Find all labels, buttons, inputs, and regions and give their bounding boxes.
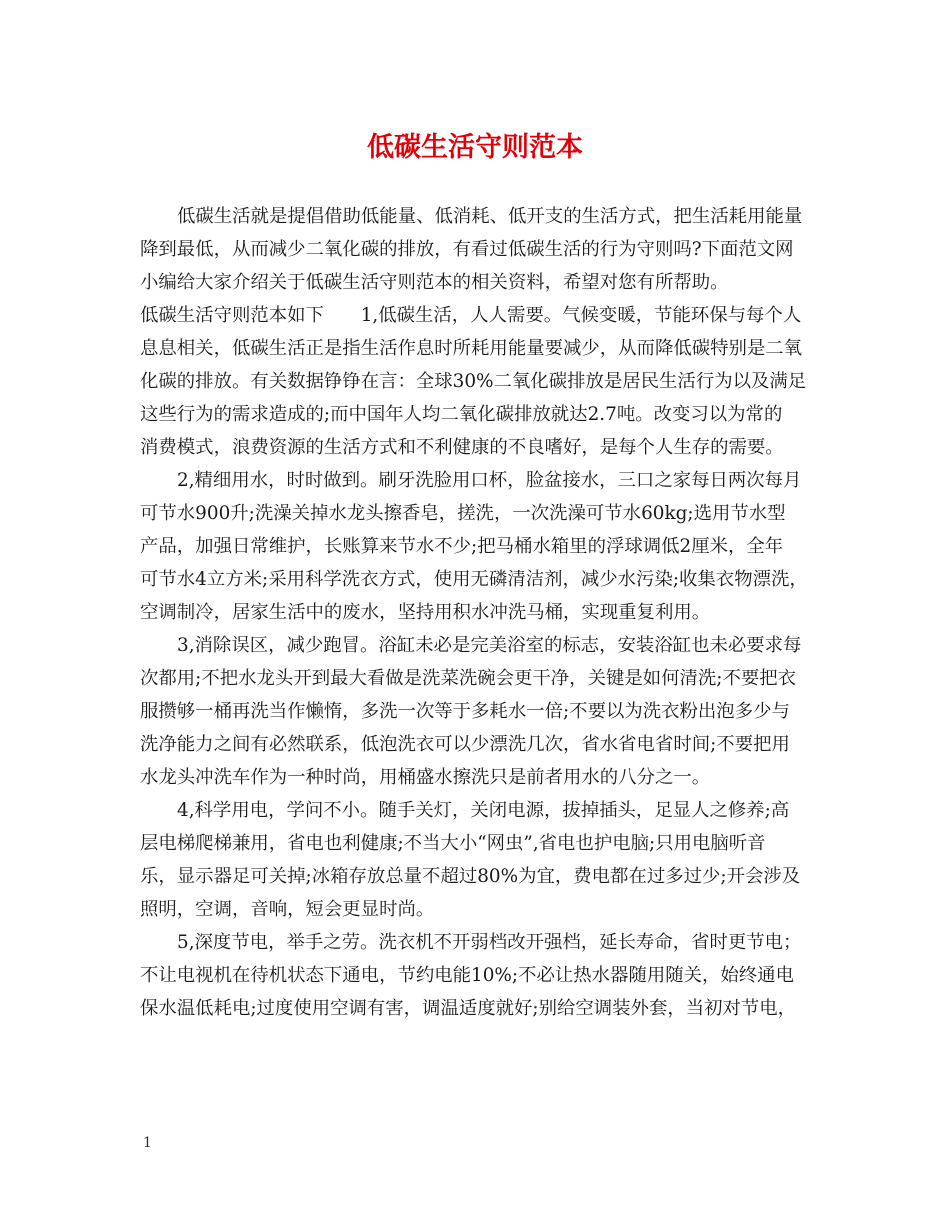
text-line: 小编给大家介绍关于低碳生活守则范本的相关资料，希望对您有所帮助。 (140, 272, 729, 293)
text-line: 洗净能力之间有必然联系，低泡洗衣可以少漂洗几次，省水省电省时间;不要把用 (140, 734, 790, 755)
text-line: 这些行为的需求造成的;而中国年人均二氧化碳排放就达2.7吨。改变习以为常的 (140, 404, 783, 425)
text-line: 低碳生活守则范本如下 1,低碳生活，人人需要。气候变暖，节能环保与每个人 (140, 305, 802, 326)
text-line: 次都用;不把水龙头开到最大看做是洗菜洗碗会更干净，关键是如何清洗;不要把衣 (140, 668, 797, 689)
text-line: 降到最低，从而减少二氧化碳的排放，有看过低碳生活的行为守则吗?下面范文网 (140, 239, 794, 260)
text-line: 化碳的排放。有关数据铮铮在言：全球30%二氧化碳排放是居民生活行为以及满足 (140, 371, 807, 392)
text-line: 不让电视机在待机状态下通电，节约电能10%;不必让热水器随用随关，始终通电 (140, 965, 794, 986)
text-line: 消费模式，浪费资源的生活方式和不利健康的不良嗜好，是每个人生存的需要。 (140, 437, 784, 458)
text-line: 空调制冷，居家生活中的废水，坚持用积水冲洗马桶，实现重复利用。 (140, 602, 711, 623)
text-line: 2,精细用水，时时做到。刷牙洗脸用口杯，脸盆接水，三口之家每日两次每月 (177, 470, 802, 491)
page-title: 低碳生活守则范本 (367, 132, 583, 163)
text-line: 服攒够一桶再洗当作懒惰，多洗一次等于多耗水一倍;不要以为洗衣粉出泡多少与 (140, 701, 790, 722)
text-line: 3,消除误区，减少跑冒。浴缸未必是完美浴室的标志，安装浴缸也未必要求每 (177, 635, 802, 656)
text-line: 水龙头冲洗车作为一种时尚，用桶盛水擦洗只是前者用水的八分之一。 (140, 767, 711, 788)
text-line: 息息相关，低碳生活正是指生活作息时所耗用能量要减少，从而降低碳特别是二氧 (140, 338, 803, 359)
text-line: 4,科学用电，学问不小。随手关灯，关闭电源，拔掉插头，足显人之修养;高 (177, 800, 790, 821)
text-line: 5,深度节电，举手之劳。洗衣机不开弱档改开强档，延长寿命，省时更节电； (177, 932, 802, 953)
text-line: 可节水4立方米;采用科学洗衣方式，使用无磷清洁剂，减少水污染;收集衣物漂洗， (140, 569, 808, 590)
page-number: 1 (143, 1135, 152, 1151)
text-line: 照明，空调，音响，短会更显时尚。 (140, 899, 435, 920)
text-line: 可节水900升;洗澡关掉水龙头擦香皂，搓洗，一次洗澡可节水60kg;选用节水型 (140, 503, 786, 524)
text-line: 层电梯爬梯兼用，省电也利健康;不当大小“网虫”,省电也护电脑;只用电脑听音 (140, 833, 766, 854)
text-line: 产品，加强日常维护，长账算来节水不少;把马桶水箱里的浮球调低2厘米，全年 (140, 536, 784, 557)
text-line: 保水温低耗电;过度使用空调有害，调温适度就好;别给空调装外套，当初对节电， (140, 998, 797, 1019)
text-line: 乐，显示器足可关掉;冰箱存放总量不超过80%为宜，费电都在过多过少;开会涉及 (140, 866, 801, 887)
text-line: 低碳生活就是提倡借助低能量、低消耗、低开支的生活方式，把生活耗用能量 (177, 206, 803, 227)
